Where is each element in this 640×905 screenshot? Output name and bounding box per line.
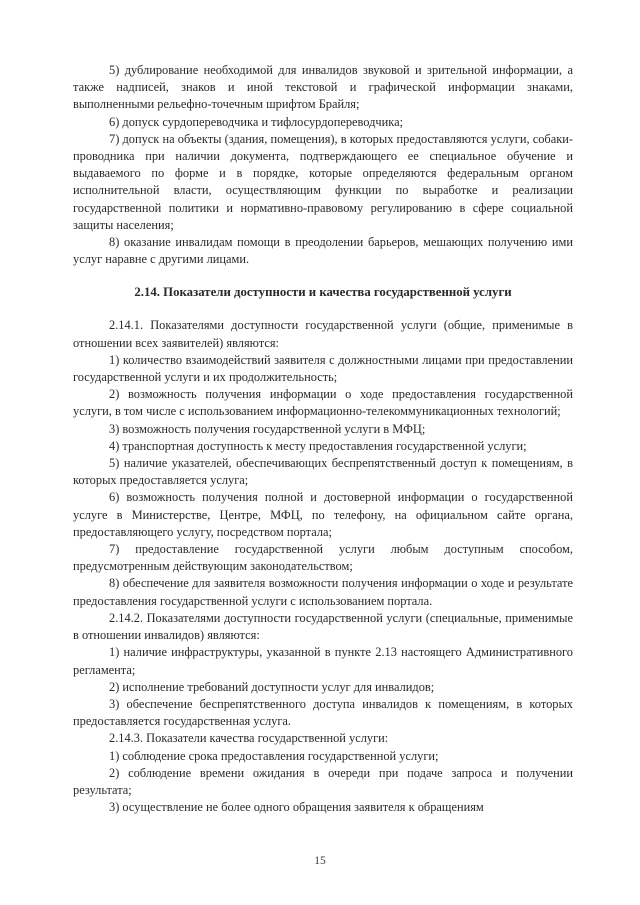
list-item: 2) возможность получения информации о ходе предоставления государственной услуги, в том числе с использованием информационно-телекоммуникационных технологий; — [73, 387, 573, 419]
list-item: 1) наличие инфраструктуры, указанной в пункте 2.13 настоящего Административного регламента; — [73, 645, 573, 677]
list-item: 4) транспортная доступность к месту предоставления государственной услуги; — [109, 438, 527, 453]
paragraph-2-14-3: 2.14.3. Показатели качества государственной услуги: — [109, 731, 389, 746]
list-item-sign-interpreter: 6) допуск сурдопереводчика и тифлосурдопереводчика; — [109, 114, 404, 129]
section-heading: 2.14. Показатели доступности и качества государственной услуги — [134, 285, 512, 300]
list-item: 3) осуществление не более одного обращения заявителя к обращениям — [109, 800, 484, 815]
paragraph-2-14-1: 2.14.1. Показателями доступности государственной услуги (общие, применимые в отношении всех заявителей) являются: — [73, 318, 573, 350]
document-body — [73, 62, 573, 816]
list-item: 7) предоставление государственной услуги любым доступным способом, предусмотренным действующим законодательством; — [73, 542, 573, 574]
list-item: 6) возможность получения полной и достоверной информации о государственной услуге в Министерстве, Центре, МФЦ, по телефону, на официальном сайте органа, предоставляющего услугу, посредством портала; — [73, 490, 573, 539]
list-item: 3) возможность получения государственной услуги в МФЦ; — [109, 421, 426, 436]
list-item: 5) наличие указателей, обеспечивающих беспрепятственный доступ к помещениям, в которых предоставляется услуга; — [73, 456, 573, 488]
list-item: 2) исполнение требований доступности услуг для инвалидов; — [109, 679, 435, 694]
list-item-braille: 5) дублирование необходимой для инвалидов звуковой и зрительной информации, а также надписей, знаков и иной текстовой и графической информации знаками, выполненными рельефно-точечным шрифтом Брайля; — [73, 63, 573, 112]
list-item: 3) обеспечение беспрепятственного доступа инвалидов к помещениям, в которых предоставляется государственная услуга. — [73, 696, 573, 729]
list-item: 8) обеспечение для заявителя возможности получения информации о ходе и результате предоставления государственной услуги с использованием портала. — [73, 576, 573, 608]
paragraph-2-14-2: 2.14.2. Показателями доступности государственной услуги (специальные, применимые в отношении инвалидов) являются: — [73, 610, 573, 643]
page-number: 15 — [314, 855, 326, 867]
list-item-guide-dog: 7) допуск на объекты (здания, помещения), в которых предоставляются услуги, собаки-проводника при наличии документа, подтверждающего ее специальное обучение и выдаваемого по форме и в порядке, которые определяются федеральным органом исполнительной власти, осуществляющим функции по выработке и реализации государственной политики и нормативно-правовому регулированию в сфере социальной защиты населения; — [73, 131, 573, 232]
list-item: 2) соблюдение времени ожидания в очереди при подаче запроса и получении результата; — [73, 765, 573, 797]
list-item: 1) соблюдение срока предоставления государственной услуги; — [109, 748, 439, 763]
list-item: 1) количество взаимодействий заявителя с должностными лицами при предоставлении государственной услуги и их продолжительность; — [73, 352, 573, 385]
list-item-barrier-assistance: 8) оказание инвалидам помощи в преодолении барьеров, мешающих получению ими услуг наравне с другими лицами. — [73, 235, 573, 267]
